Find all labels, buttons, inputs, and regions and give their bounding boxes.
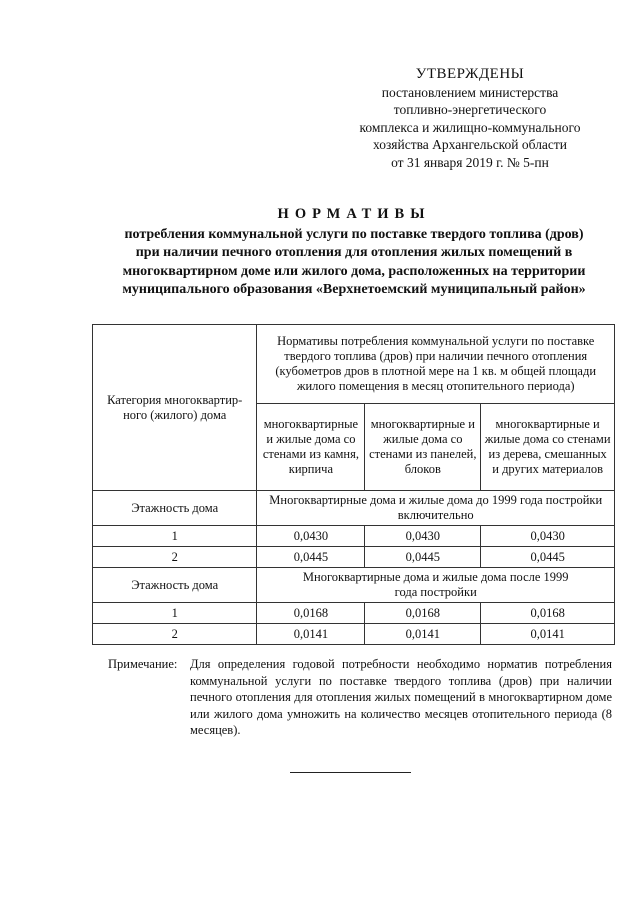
approval-block [340, 66, 600, 171]
value-cell: 0,0141 [365, 624, 481, 645]
document-subtitle-line: муниципального образования «Верхнетоемский муниципальный район» [122, 282, 586, 297]
table-header-row [93, 325, 615, 404]
floors-cell: 2 [93, 624, 257, 645]
approval-date-line: от 31 января 2019 г. № 5-пн [391, 154, 549, 170]
value-cell: 0,0430 [481, 526, 615, 547]
floors-cell: 2 [93, 547, 257, 568]
document-title-block [92, 205, 616, 300]
document-subtitle-line: при наличии печного отопления для отопления жилых помещений в [135, 245, 573, 260]
section-header-row [93, 568, 615, 603]
approval-line: постановлением министерства [381, 84, 559, 100]
table-row [93, 547, 615, 568]
note-label: Примечание: [108, 657, 178, 671]
category-header-cell: Категория многоквартир-ного (жилого) дома [93, 325, 257, 491]
value-cell: 0,0141 [481, 624, 615, 645]
approval-line: топливно-энергетического [393, 102, 547, 117]
period-cell: Многоквартирные дома и жилые дома после 1999 года постройки [257, 568, 615, 603]
value-cell: 0,0168 [481, 603, 615, 624]
floors-cell: 1 [93, 526, 257, 547]
period-cell: Многоквартирные дома и жилые дома до 1999 года постройки включительно [257, 491, 615, 526]
note-text: Для определения годовой потребности необходимо норматив потребления коммунальной услуги по поставке твердого топлива (дров) при наличии печного отопления для отопления жилых помещений в многоквартирном доме или жилого дома умножить на количество месяцев отопительного периода (8 месяцев). [190, 657, 612, 737]
table-row [93, 624, 615, 645]
floors-label-cell: Этажность дома [93, 568, 257, 603]
approval-line: хозяйства Архангельской области [372, 137, 568, 152]
document-title: НОРМАТИВЫ [277, 206, 431, 222]
table-row [93, 526, 615, 547]
table-row [93, 603, 615, 624]
document-subtitle-line: потребления коммунальной услуги по поставке твердого топлива (дров) [124, 226, 584, 242]
value-cell: 0,0168 [365, 603, 481, 624]
value-cell: 0,0168 [257, 603, 365, 624]
section-header-row [93, 491, 615, 526]
wall-type-cell: многоквартирные и жилые дома со стенами из дерева, смешанных и других материалов [481, 404, 615, 491]
document-subtitle-line: многоквартирном доме или жилого дома, расположенных на территории [122, 263, 586, 279]
norms-table [92, 324, 615, 645]
norms-header-cell: Нормативы потребления коммунальной услуги по поставке твердого топлива (дров) при наличии печного отопления (кубометров дров в плотной мере на 1 кв. м общей площади жилого помещения в месяц отопительного периода) [257, 325, 615, 404]
value-cell: 0,0445 [365, 547, 481, 568]
closing-rule-line [290, 772, 411, 773]
wall-type-cell: многоквартирные и жилые дома со стенами из панелей, блоков [365, 404, 481, 491]
approval-heading: УТВЕРЖДЕНЫ [415, 66, 525, 82]
value-cell: 0,0430 [365, 526, 481, 547]
value-cell: 0,0141 [257, 624, 365, 645]
note-block [108, 656, 612, 739]
value-cell: 0,0445 [481, 547, 615, 568]
floors-cell: 1 [93, 603, 257, 624]
wall-type-cell: многоквартирные и жилые дома со стенами из камня, кирпича [257, 404, 365, 491]
floors-label-cell: Этажность дома [93, 491, 257, 526]
value-cell: 0,0445 [257, 547, 365, 568]
value-cell: 0,0430 [257, 526, 365, 547]
approval-line: комплекса и жилищно-коммунального [359, 119, 581, 135]
